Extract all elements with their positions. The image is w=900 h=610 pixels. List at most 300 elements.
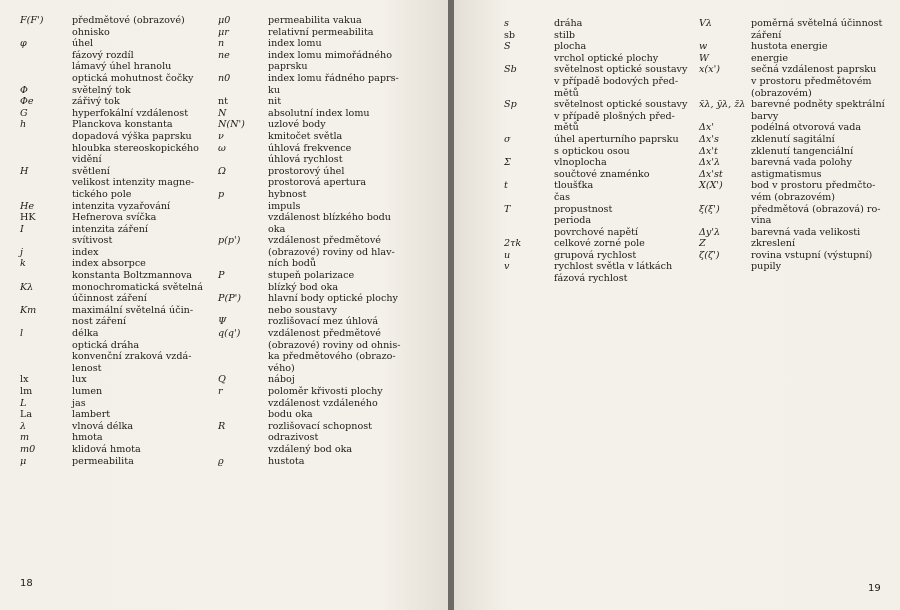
definition: sečná vzdálenost paprsku (751, 64, 877, 76)
symbol: T (504, 203, 511, 215)
symbol (20, 154, 72, 166)
glossary-row (699, 64, 894, 76)
definition: celkové zorné pole (554, 238, 645, 250)
symbol (218, 154, 268, 166)
definition: prostorový úhel (268, 165, 345, 177)
glossary-row (218, 154, 440, 166)
definition: blízký bod oka (268, 281, 339, 293)
symbol: HK (20, 212, 36, 224)
symbol: Δx'st (699, 168, 723, 180)
glossary-row (699, 261, 894, 273)
symbol: ne (218, 49, 230, 61)
glossary-row (699, 111, 894, 123)
glossary-row (218, 398, 440, 410)
definition: relativní permeabilita (268, 26, 374, 38)
symbol (504, 88, 554, 100)
definition: index lomu (268, 38, 322, 50)
symbol (20, 316, 72, 328)
symbol: l (20, 328, 24, 340)
definition: rozlišovací mez úhlová (268, 316, 379, 328)
definition: účinnost záření (72, 293, 147, 305)
definition: předmětová (obrazová) ro- (751, 203, 881, 215)
symbol (218, 444, 268, 456)
symbol (504, 111, 554, 123)
symbol: μr (218, 26, 229, 38)
definition: optická dráha (72, 339, 140, 351)
symbol (699, 111, 751, 123)
symbol: r (218, 386, 223, 397)
symbol (218, 201, 268, 213)
glossary-row (699, 204, 894, 216)
glossary-row (218, 305, 440, 317)
symbol: k (20, 258, 26, 270)
glossary-row (20, 61, 218, 73)
definition: lumen (72, 386, 103, 397)
symbol: Φ (20, 84, 28, 96)
left-page-column-2 (218, 15, 440, 467)
symbol: u (504, 249, 511, 261)
definition: světelnost optické soustavy (554, 99, 688, 111)
glossary-row (20, 363, 218, 375)
glossary-row (504, 76, 699, 88)
glossary-row (504, 41, 699, 53)
glossary-row (20, 50, 218, 62)
glossary-row (218, 316, 440, 328)
definition: rozlišovací schopnost (268, 420, 373, 432)
glossary-row (699, 41, 894, 53)
symbol (20, 27, 72, 39)
glossary-row (218, 189, 440, 201)
symbol (20, 177, 72, 189)
symbol: N (218, 107, 227, 119)
symbol: G (20, 107, 28, 119)
definition: součtové znaménko (554, 168, 650, 180)
symbol (218, 212, 268, 224)
symbol: q(q') (218, 328, 241, 340)
glossary-row (699, 18, 894, 30)
definition: mětů (554, 122, 579, 134)
glossary-row (20, 166, 218, 178)
symbol: L (20, 397, 27, 409)
symbol: Ω (218, 165, 226, 177)
symbol (20, 270, 72, 282)
symbol: ζ(ζ') (699, 249, 720, 261)
definition: hlavní body optické plochy (268, 293, 398, 305)
left-page (0, 0, 448, 610)
definition: uzlové body (268, 119, 326, 131)
definition: zkreslení (751, 238, 796, 250)
glossary-row (504, 204, 699, 216)
symbol: lx (20, 374, 29, 386)
symbol: Φe (20, 96, 34, 108)
symbol (504, 169, 554, 181)
definition: vzdálený bod oka (268, 443, 353, 455)
glossary-row (20, 432, 218, 444)
definition: lámavý úhel hranolu (72, 61, 172, 73)
glossary-row (20, 456, 218, 468)
glossary-row (699, 99, 894, 111)
symbol (504, 192, 554, 204)
glossary-row (218, 38, 440, 50)
definition: index lomu řádného paprs- (268, 72, 399, 84)
definition: poměrná světelná účinnost (751, 18, 883, 29)
symbol: Sp (504, 99, 517, 111)
glossary-row (699, 215, 894, 227)
symbol: p (218, 188, 225, 200)
symbol (20, 61, 72, 73)
symbol (218, 61, 268, 73)
glossary-row (504, 227, 699, 239)
glossary-row (504, 122, 699, 134)
glossary-row (20, 444, 218, 456)
glossary-row (218, 212, 440, 224)
glossary-row (20, 258, 218, 270)
glossary-row (504, 18, 699, 30)
symbol (504, 215, 554, 227)
definition: v prostoru předmětovém (751, 75, 872, 87)
symbol: ω (218, 142, 226, 154)
definition: záření (751, 29, 782, 41)
definition: intenzita záření (72, 223, 148, 235)
definition: fázová rychlost (554, 273, 628, 285)
glossary-row (218, 328, 440, 340)
symbol (218, 363, 268, 375)
definition: lux (72, 374, 87, 386)
glossary-row (504, 250, 699, 262)
glossary-row (20, 282, 218, 294)
definition: oka (268, 223, 286, 235)
symbol (218, 398, 268, 410)
glossary-row (218, 15, 440, 27)
definition: mětů (554, 87, 579, 99)
definition: svítivost (72, 235, 113, 247)
definition: fázový rozdíl (72, 49, 134, 61)
glossary-row (218, 143, 440, 155)
glossary-row (504, 180, 699, 192)
definition: v případě bodových před- (554, 75, 679, 87)
glossary-row (20, 316, 218, 328)
definition: nost záření (72, 316, 127, 328)
symbol: lm (20, 386, 33, 397)
definition: úhel aperturního paprsku (554, 133, 679, 145)
right-page-column-1 (504, 18, 699, 285)
symbol: p(p') (218, 235, 241, 247)
definition: astigmatismus (751, 168, 822, 180)
glossary-row (218, 409, 440, 421)
definition: vzdálenost vzdáleného (268, 397, 378, 409)
glossary-row (699, 157, 894, 169)
definition: stupeň polarizace (268, 270, 355, 282)
glossary-row (699, 169, 894, 181)
glossary-row (218, 374, 440, 386)
symbol: m0 (20, 443, 36, 455)
glossary-row (218, 444, 440, 456)
glossary-row (20, 386, 218, 398)
glossary-row (20, 374, 218, 386)
definition: propustnost (554, 203, 613, 215)
glossary-row (504, 238, 699, 250)
definition: (obrazovém) (751, 87, 812, 99)
definition: vrchol optické plochy (554, 52, 659, 64)
definition: zklenutí sagitální (751, 133, 835, 145)
symbol (699, 261, 751, 273)
glossary-row (20, 119, 218, 131)
definition: velikost intenzity magne- (72, 177, 195, 189)
right-page (454, 0, 900, 610)
symbol: j (20, 246, 23, 258)
definition: index absorpce (72, 258, 146, 270)
definition: Hefnerova svíčka (72, 212, 157, 224)
symbol (218, 177, 268, 189)
symbol: n (218, 38, 225, 50)
glossary-row (699, 146, 894, 158)
symbol: Sb (504, 64, 517, 76)
symbol (699, 215, 751, 227)
definition: délka (72, 328, 99, 340)
definition: světlení (72, 165, 110, 177)
definition: jas (72, 397, 86, 409)
definition: hmota (72, 432, 103, 444)
symbol (218, 282, 268, 294)
glossary-row (699, 53, 894, 65)
symbol (20, 235, 72, 247)
definition: paprsku (268, 61, 308, 73)
glossary-row (699, 227, 894, 239)
glossary-row (20, 189, 218, 201)
definition: monochromatická světelná (72, 281, 203, 293)
definition: prostorová apertura (268, 177, 367, 189)
left-page-column-1 (20, 15, 218, 467)
definition: nebo soustavy (268, 304, 338, 316)
symbol (218, 224, 268, 236)
symbol: F(F') (20, 15, 44, 26)
glossary-row (504, 157, 699, 169)
definition: permeabilita (72, 455, 134, 467)
glossary-row (20, 270, 218, 282)
glossary-row (20, 201, 218, 213)
definition: vlnoplocha (554, 157, 607, 169)
symbol: λ (20, 420, 27, 432)
symbol (504, 273, 554, 285)
glossary-row (20, 398, 218, 410)
definition: barevné podněty spektrální (751, 99, 885, 111)
glossary-row (20, 305, 218, 317)
symbol: Q (218, 374, 226, 386)
definition: ku (268, 84, 280, 96)
glossary-row (20, 177, 218, 189)
glossary-row (218, 108, 440, 120)
definition: vidění (72, 154, 102, 166)
glossary-row (20, 247, 218, 259)
symbol (504, 76, 554, 88)
glossary-row (699, 180, 894, 192)
glossary-row (218, 235, 440, 247)
definition: s optickou osou (554, 145, 630, 157)
glossary-row (20, 224, 218, 236)
glossary-row (218, 96, 440, 108)
symbol (20, 293, 72, 305)
definition: vina (751, 215, 772, 227)
symbol: He (20, 200, 35, 212)
glossary-row (20, 85, 218, 97)
glossary-row (218, 421, 440, 433)
symbol (218, 85, 268, 97)
definition: stilb (554, 29, 576, 41)
definition: tloušťka (554, 180, 594, 192)
glossary-row (218, 224, 440, 236)
glossary-row (20, 235, 218, 247)
definition: barevná vada polohy (751, 157, 852, 169)
symbol: Δx's (699, 133, 719, 145)
definition: náboj (268, 374, 295, 386)
symbol: S (504, 41, 511, 53)
glossary-row (20, 108, 218, 120)
definition: hustota (268, 455, 305, 467)
definition: vého) (268, 362, 295, 374)
symbol: Kλ (20, 281, 34, 293)
definition: perioda (554, 215, 592, 227)
definition: impuls (268, 200, 301, 212)
glossary-row (504, 215, 699, 227)
definition: úhlová rychlost (268, 154, 343, 166)
definition: nit (268, 96, 282, 108)
definition: bod v prostoru předmčto- (751, 180, 876, 192)
glossary-row (504, 261, 699, 273)
glossary-row (699, 76, 894, 88)
symbol (20, 340, 72, 352)
definition: lambert (72, 409, 111, 421)
definition: tického pole (72, 188, 132, 200)
symbol (20, 189, 72, 201)
definition: světelný tok (72, 84, 131, 96)
definition: konstanta Boltzmannova (72, 270, 192, 282)
definition: rovina vstupní (výstupní) (751, 249, 873, 261)
symbol: Δy'λ (699, 226, 721, 238)
glossary-row (218, 432, 440, 444)
glossary-row (699, 250, 894, 262)
glossary-row (20, 340, 218, 352)
symbol: v (504, 261, 510, 273)
symbol (218, 305, 268, 317)
definition: vzdálenost blízkého bodu (268, 212, 391, 224)
glossary-row (218, 166, 440, 178)
glossary-row (218, 201, 440, 213)
symbol: Km (20, 304, 37, 316)
symbol: x̄λ, ȳλ, z̄λ (699, 99, 746, 111)
glossary-row (218, 270, 440, 282)
definition: rychlost světla v látkách (554, 261, 673, 273)
definition: barevná vada velikosti (751, 226, 861, 238)
glossary-row (218, 293, 440, 305)
glossary-row (20, 154, 218, 166)
definition: konvenční zraková vzdá- (72, 351, 192, 363)
symbol: w (699, 41, 708, 53)
symbol (504, 227, 554, 239)
symbol (504, 53, 554, 65)
glossary-row (699, 88, 894, 100)
definition: optická mohutnost čočky (72, 72, 194, 84)
glossary-row (218, 247, 440, 259)
definition: vzdálenost předmětové (268, 235, 381, 247)
glossary-row (20, 27, 218, 39)
glossary-row (218, 27, 440, 39)
definition: hybnost (268, 188, 307, 200)
symbol: Δx'λ (699, 157, 721, 169)
symbol: Ψ (218, 316, 227, 328)
symbol: σ (504, 133, 511, 145)
glossary-row (218, 119, 440, 131)
symbol (504, 122, 554, 134)
glossary-row (218, 340, 440, 352)
definition: zářivý tok (72, 96, 120, 108)
symbol: Δx' (699, 122, 714, 134)
glossary-row (218, 456, 440, 468)
definition: podélná otvorová vada (751, 122, 862, 134)
symbol (20, 73, 72, 85)
definition: Planckova konstanta (72, 119, 173, 131)
definition: plocha (554, 41, 587, 53)
glossary-row (699, 122, 894, 134)
glossary-row (218, 73, 440, 85)
glossary-row (20, 73, 218, 85)
glossary-row (218, 177, 440, 189)
glossary-row (20, 38, 218, 50)
glossary-row (504, 99, 699, 111)
definition: světelnost optické soustavy (554, 64, 688, 76)
glossary-row (504, 53, 699, 65)
definition: hloubka stereoskopického (72, 142, 199, 154)
symbol: ν (218, 130, 224, 142)
symbol (20, 351, 72, 363)
symbol: H (20, 165, 29, 177)
symbol (218, 340, 268, 352)
definition: index (72, 246, 99, 258)
symbol: h (20, 119, 27, 131)
definition: v případě plošných před- (554, 110, 675, 122)
glossary-row (218, 50, 440, 62)
glossary-row (20, 212, 218, 224)
definition: klidová hmota (72, 443, 141, 455)
glossary-row (504, 111, 699, 123)
glossary-row (218, 61, 440, 73)
symbol: x(x') (699, 64, 720, 76)
definition: absolutní index lomu (268, 107, 370, 119)
definition: bodu oka (268, 409, 313, 421)
definition: hustota energie (751, 41, 828, 53)
symbol (699, 76, 751, 88)
definition: lenost (72, 362, 102, 374)
symbol: P (218, 270, 225, 282)
symbol (218, 409, 268, 421)
definition: předmětové (obrazové) (72, 15, 185, 26)
glossary-row (504, 134, 699, 146)
symbol: φ (20, 38, 27, 50)
symbol: Σ (504, 157, 511, 169)
symbol: 2τk (504, 238, 522, 250)
glossary-row (218, 351, 440, 363)
symbol (699, 88, 751, 100)
glossary-row (20, 409, 218, 421)
glossary-row (218, 386, 440, 398)
symbol: μ0 (218, 15, 231, 26)
symbol: Vλ (699, 18, 713, 29)
glossary-row (218, 85, 440, 97)
symbol (699, 192, 751, 204)
definition: povrchové napětí (554, 226, 639, 238)
definition: (obrazové) roviny od hlav- (268, 246, 395, 258)
definition: hyperfokální vzdálenost (72, 107, 189, 119)
symbol: R (218, 420, 226, 432)
